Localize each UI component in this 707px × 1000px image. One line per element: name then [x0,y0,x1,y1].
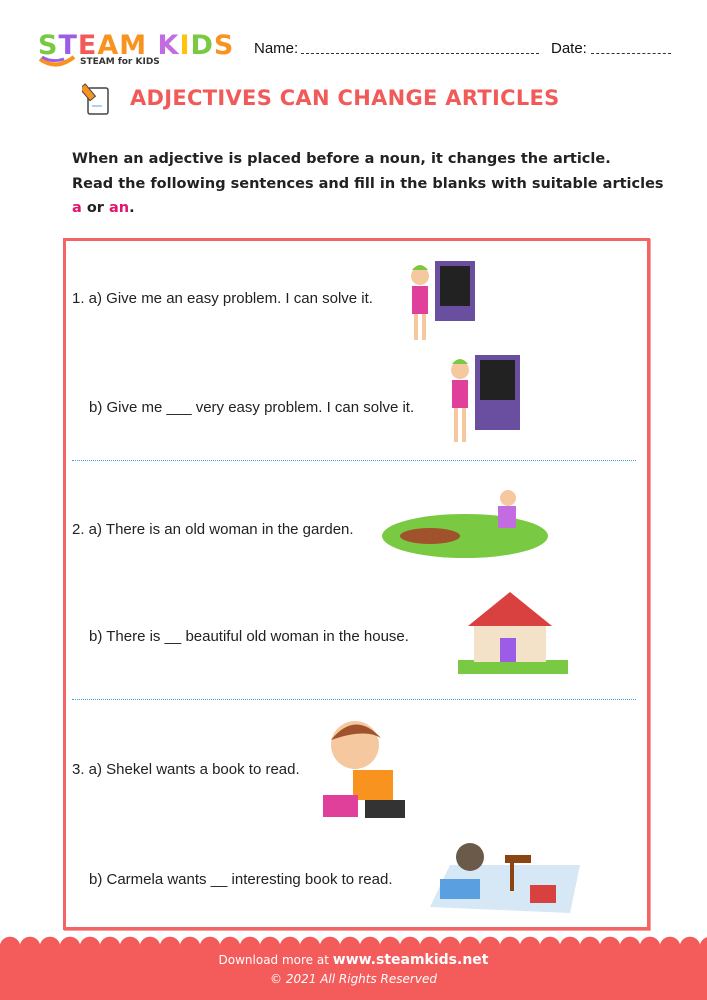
teacher-chalkboard-image [400,256,490,348]
divider [72,699,636,700]
logo-letter: S [38,30,59,61]
footer-download [0,952,707,968]
page-title: ADJECTIVES CAN CHANGE ARTICLES [130,86,560,110]
house-image [448,586,572,678]
website-link[interactable]: www.steamkids.net [332,952,489,968]
name-label: Name: [254,40,299,57]
question-1b: b) Give me ___ very easy problem. I can solve it. [89,399,415,416]
question-1a: 1. a) Give me an easy problem. I can solve it. [72,290,373,307]
pencil-paper-icon [82,82,112,116]
date-label: Date: [551,40,587,57]
download-text: Download more at [218,953,329,967]
logo-letter: S [213,30,235,61]
question-3a: 3. a) Shekel wants a book to read. [72,761,300,778]
exercise-frame [63,238,650,930]
girl-reading-image [420,835,588,915]
name-field[interactable] [301,53,539,54]
divider [72,460,636,461]
question-2a: 2. a) There is an old woman in the garden. [72,521,354,538]
logo-letter: K [157,30,180,61]
footer-copyright: © 2021 All Rights Reserved [270,972,437,986]
logo-letter: E [77,30,98,61]
boy-reading-image [315,710,410,825]
logo-letter: D [190,30,214,61]
logo-swoosh-icon [38,55,78,71]
or-text: or [81,200,110,216]
teacher-chalkboard-image [440,350,530,448]
garden-woman-image [380,478,550,560]
logo-letter: M [119,30,148,61]
logo-letter: I [179,30,191,61]
logo-letter: A [97,30,120,61]
option-a: a [72,200,82,216]
question-3b: b) Carmela wants __ interesting book to read. [89,871,393,888]
option-an: an [109,200,130,216]
period: . [129,200,135,216]
instruction-line-1: When an adjective is placed before a noun, it changes the article. [72,151,611,167]
instruction-line-3 [72,200,135,216]
logo-letter: T [58,30,78,61]
question-2b: b) There is __ beautiful old woman in the house. [89,628,409,645]
instruction-line-2: Read the following sentences and fill in the blanks with suitable articles [72,176,664,192]
date-field[interactable] [591,53,671,54]
logo-subtitle: STEAM for KIDS [80,57,160,67]
